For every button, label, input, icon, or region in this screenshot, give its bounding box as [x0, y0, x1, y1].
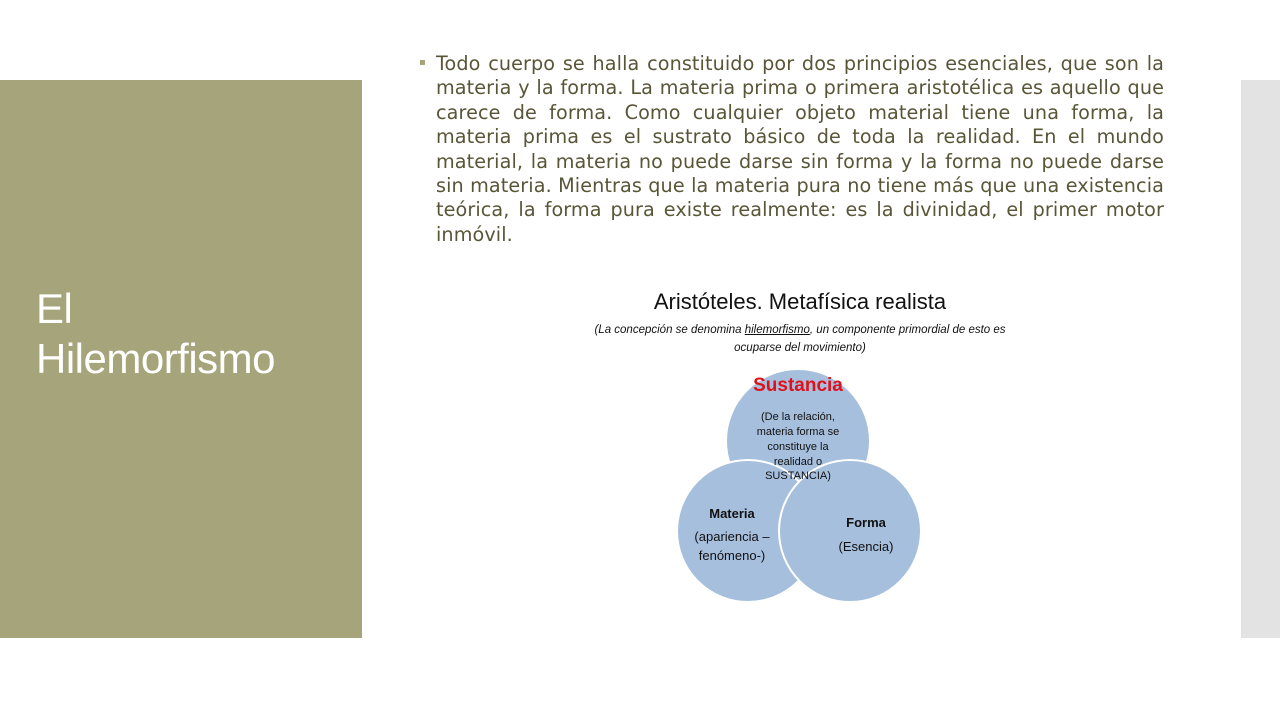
sustancia-line-2: materia forma se	[756, 426, 840, 438]
forma-heading: Forma	[846, 515, 886, 530]
bullet-icon: ▪	[419, 57, 426, 68]
sustancia-line-1: (De la relación,	[761, 411, 835, 423]
sustancia-line-5: SUSTANCIA)	[765, 470, 831, 482]
diagram-subtitle-pre: (La concepción se denomina	[594, 324, 745, 336]
sustancia-line-4: realidad o	[773, 456, 823, 468]
materia-line-2: fenómeno-)	[698, 548, 766, 563]
forma-line-1: (Esencia)	[838, 539, 894, 554]
bullet-text: Todo cuerpo se halla constituido por dos principios esenciales, que son la materia y la forma. La materia prima o primera aristotélica es aquello que carece de forma. Como cualquier objeto material tiene una forma, la materia prima es el sustrato básico de toda la realidad. En el mundo material, la materia no puede darse sin forma y la forma no puede darse sin materia. Mientras que la materia pura no tiene más que una existencia teórica, la forma pura existe realmente: es la divinidad, el primer motor inmóvil.	[436, 52, 1164, 246]
diagram-title: Aristóteles. Metafísica realista	[653, 289, 947, 314]
diagram-subtitle-keyword: hilemorfismo	[744, 324, 810, 336]
slide-title: El Hilemorfismo	[36, 285, 276, 382]
materia-line-1: (apariencia –	[694, 529, 770, 544]
diagram-subtitle-post: , un componente primordial de esto es ocuparse del movimiento)	[734, 324, 1006, 354]
sustancia-line-3: constituye la	[767, 441, 829, 453]
sustancia-heading: Sustancia	[753, 375, 843, 396]
materia-heading: Materia	[709, 506, 755, 521]
